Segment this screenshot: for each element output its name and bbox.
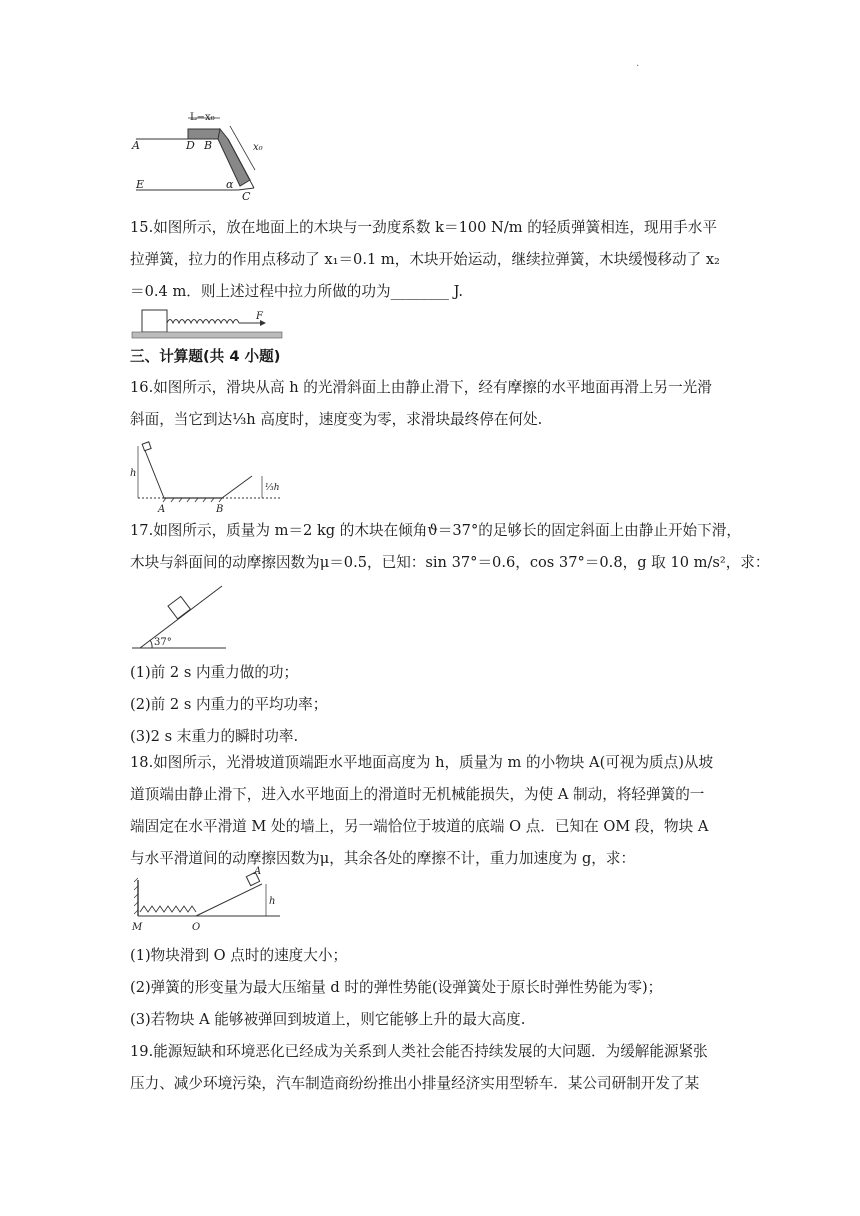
- q17-line1: 17.如图所示，质量为 m＝2 kg 的木块在倾角ϑ＝37°的足够长的固定斜面上由静止开始下滑，: [130, 522, 741, 539]
- fig14-label-a: A: [132, 139, 140, 152]
- q18-line1: 18.如图所示，光滑坡道顶端距水平地面高度为 h，质量为 m 的小物块 A(可视为质点)从坡: [130, 754, 714, 771]
- q18-line3: 端固定在水平滑道 M 处的墙上，另一端恰位于坡道的底端 O 点．已知在 OM 段，物块 A: [130, 818, 709, 835]
- q19-line1: 19.能源短缺和环境恶化已经成为关系到人类社会能否持续发展的大问题．为缓解能源紧张: [130, 1043, 708, 1060]
- q18-line2: 道顶端由静止滑下，进入水平地面上的滑道时无机械能损失，为使 A 制动，将轻弹簧的一: [130, 786, 705, 803]
- fig14-label-c: C: [242, 190, 251, 203]
- fig14-label-side: x₀: [253, 142, 263, 153]
- q16-line1: 16.如图所示，滑块从高 h 的光滑斜面上由静止滑下，经有摩擦的水平地面再滑上另一光滑: [130, 379, 712, 396]
- fig14-label-d: D: [186, 139, 195, 152]
- fig14-label-b: B: [204, 139, 213, 152]
- fig14-label-e: E: [136, 178, 145, 191]
- q17-sub2: (2)前 2 s 内重力的平均功率；: [130, 696, 328, 713]
- q16-line2: 斜面，当它到达⅓h 高度时，速度变为零，求滑块最终停在何处.: [130, 411, 543, 428]
- q17-sub1: (1)前 2 s 内重力做的功；: [130, 664, 299, 681]
- q18-sub1: (1)物块滑到 O 点时的速度大小；: [130, 947, 348, 964]
- fig16-label-b: B: [216, 504, 224, 515]
- fig16-label-a: A: [158, 504, 166, 515]
- figure-track-bend: [130, 108, 290, 203]
- section-heading: 三、计算题(共 4 小题): [130, 348, 281, 365]
- figure-incline-block: [130, 582, 230, 652]
- figure-two-slopes: [130, 440, 290, 514]
- q15-line2: 拉弹簧，拉力的作用点移动了 x₁＝0.1 m，木块开始运动，继续拉弹簧，木块缓慢移动了 x₂: [130, 251, 720, 268]
- fig16-label-h: h: [130, 468, 137, 479]
- q18-sub2: (2)弹簧的形变量为最大压缩量 d 时的弹性势能(设弹簧处于原长时弹性势能为零)；: [130, 979, 663, 996]
- q15-line3: ＝0.4 m．则上述过程中拉力所做的功为________ J.: [130, 283, 463, 300]
- fig14-label-top: L−x₀: [190, 112, 215, 123]
- figure-block-spring: [132, 308, 282, 340]
- fig14-label-alpha: α: [226, 178, 234, 191]
- q17-sub3: (3)2 s 末重力的瞬时功率.: [130, 728, 299, 745]
- fig18-label-a: A: [254, 866, 262, 877]
- q17-line2: 木块与斜面间的动摩擦因数为μ＝0.5，已知：sin 37°＝0.6，cos 37°＝0.8，g 取 10 m/s²，求：: [130, 554, 770, 571]
- q19-line2: 压力、减少环境污染，汽车制造商纷纷推出小排量经济实用型轿车．某公司研制开发了某: [130, 1075, 700, 1092]
- fig18-label-m: M: [132, 922, 143, 933]
- q18-sub3: (3)若物块 A 能够被弹回到坡道上，则它能够上升的最大高度.: [130, 1011, 526, 1028]
- q18-line4: 与水平滑道间的动摩擦因数为μ，其余各处的摩擦不计，重力加速度为 g，求：: [130, 850, 636, 867]
- figure-slope-spring: [130, 866, 290, 938]
- q15-line1: 15.如图所示，放在地面上的木块与一劲度系数 k＝100 N/m 的轻质弹簧相连，现用手水平: [130, 219, 717, 236]
- fig18-label-o: O: [192, 922, 201, 933]
- fig17-label-angle: 37°: [154, 637, 172, 648]
- fig18-label-h: h: [269, 896, 276, 907]
- fig15-label-f: F: [256, 311, 263, 322]
- fig16-label-third-h: ⅓h: [265, 483, 280, 493]
- header-mark: .: [636, 58, 640, 69]
